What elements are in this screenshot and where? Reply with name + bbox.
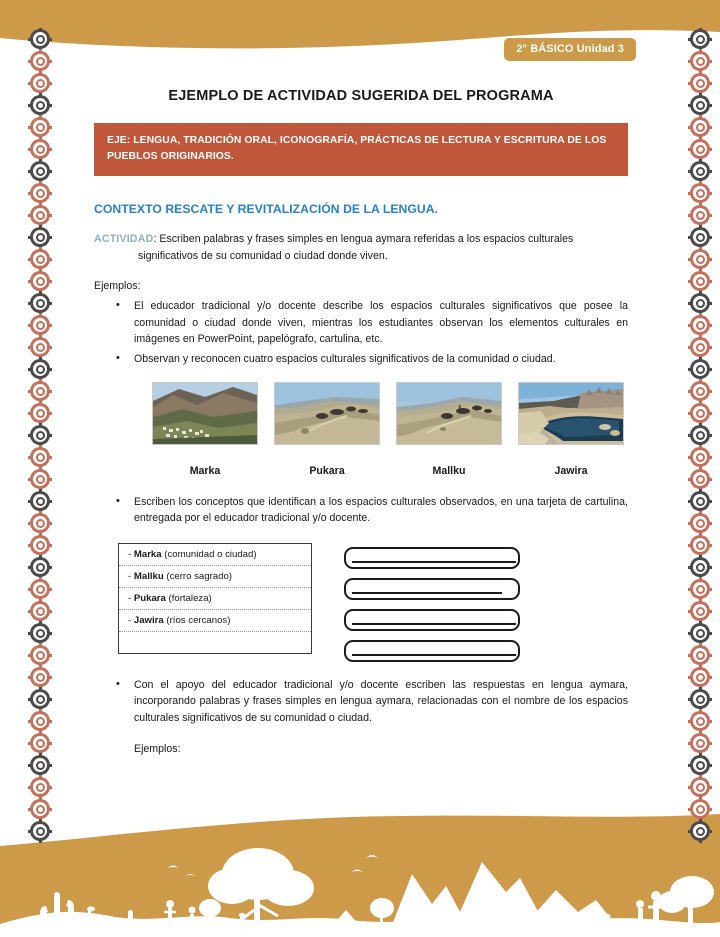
concept-gloss: (ríos cercanos) xyxy=(163,614,231,626)
photo-label: Pukara xyxy=(309,464,345,477)
activity-label: ACTIVIDAD xyxy=(94,233,154,246)
table-row xyxy=(119,609,312,631)
answer-box-1[interactable] xyxy=(344,547,520,569)
photo-cell-marka xyxy=(152,382,258,477)
examples-label: Ejemplos: xyxy=(94,280,141,293)
river-photo xyxy=(518,382,624,445)
border-motif-icon xyxy=(29,754,51,776)
border-motif-icon xyxy=(689,820,711,842)
answer-box-3[interactable] xyxy=(344,609,520,631)
photo-strip xyxy=(94,382,628,477)
table-row xyxy=(119,565,312,587)
concept-term: Pukara xyxy=(133,592,166,604)
activity-line-2: significativos de su comunidad o ciudad donde viven. xyxy=(138,249,388,262)
context-heading: CONTEXTO RESCATE Y REVITALIZACIÓN DE LA LENGUA. xyxy=(94,202,439,217)
answer-boxes-group xyxy=(344,543,520,671)
concept-cell xyxy=(119,565,312,587)
list-item: • Con el apoyo del educador tradicional y/o docente escriben las respuestas en lengua aymara, incorporando palabras y frases simples en lengua aymara, relacionadas con el nombre de los espacios culturales significativos de su comunidad o ciudad. xyxy=(94,677,628,727)
village-on-hillside-photo xyxy=(152,382,258,445)
table-row xyxy=(119,631,312,653)
concept-cell xyxy=(119,543,312,565)
concept-cell xyxy=(119,609,312,631)
activity-description xyxy=(94,231,628,264)
concept-table xyxy=(118,543,312,654)
answer-box-4[interactable] xyxy=(344,640,520,662)
border-motif-icon xyxy=(29,798,51,820)
unit-badge: 2° BÁSICO Unidad 3 xyxy=(504,38,636,61)
list-item: • Escriben los conceptos que identifican a los espacios culturales observados, en una tarjeta de cartulina, entregada por el educador tradicional y/o docente. xyxy=(94,494,628,527)
answer-box-2[interactable] xyxy=(344,578,520,600)
table-row xyxy=(119,543,312,565)
sacred-hill-photo xyxy=(396,382,502,445)
writing-line xyxy=(352,623,516,625)
border-motif-icon xyxy=(689,776,711,798)
activity-separator: : xyxy=(153,233,160,246)
concept-term: Marka xyxy=(133,548,162,560)
concept-cell xyxy=(119,631,312,653)
concept-gloss: (comunidad o ciudad) xyxy=(161,548,257,560)
border-motif-icon xyxy=(29,820,51,842)
writing-line xyxy=(352,592,502,594)
photo-cell-pukara xyxy=(274,382,380,477)
eje-banner: EJE: LENGUA, TRADICIÓN ORAL, ICONOGRAFÍA, PRÁCTICAS DE LECTURA Y ESCRITURA DE LOS PUEBLOS ORIGINARIOS. xyxy=(94,123,628,176)
concept-dash: - xyxy=(128,614,134,626)
concept-dash: - xyxy=(128,548,134,560)
concept-dash: - xyxy=(128,592,134,604)
cards-bullet-list xyxy=(94,494,628,527)
bottom-decorative-band xyxy=(0,812,720,932)
concept-term: Mallku xyxy=(133,570,164,582)
page-title: EJEMPLO DE ACTIVIDAD SUGERIDA DEL PROGRAMA xyxy=(168,88,554,104)
photo-label: Jawira xyxy=(554,464,588,477)
writing-line xyxy=(352,561,516,563)
photo-label: Mallku xyxy=(432,464,466,477)
photo-cell-jawira xyxy=(518,382,624,477)
activity-line-1: Escriben palabras y frases simples en lengua aymara referidas a los espacios culturales xyxy=(159,233,574,246)
table-row xyxy=(119,587,312,609)
writing-line xyxy=(352,654,516,656)
concept-term: Jawira xyxy=(133,614,164,626)
list-item: • Observan y reconocen cuatro espacios culturales significativos de la comunidad o ciudad. xyxy=(94,351,628,368)
photo-label: Marka xyxy=(189,464,221,477)
border-motif-icon xyxy=(689,754,711,776)
list-item: • El educador tradicional y/o docente describe los espacios culturales significativos que posee la comunidad o ciudad donde viven, mientras los estudiantes observan los elementos culturales en imágenes en PowerPoint, papelógrafo, cartulina, etc. xyxy=(94,298,628,348)
photo-cell-mallku xyxy=(396,382,502,477)
final-bullet-list xyxy=(94,677,628,727)
concept-dash: - xyxy=(128,570,134,582)
examples-label-tail: Ejemplos: xyxy=(134,742,181,755)
exercise-area xyxy=(94,543,628,671)
concept-cell xyxy=(119,587,312,609)
fortress-hill-photo xyxy=(274,382,380,445)
examples-bullet-list xyxy=(94,298,628,368)
border-motif-icon xyxy=(689,798,711,820)
concept-gloss: (fortaleza) xyxy=(165,592,212,604)
border-motif-icon xyxy=(29,776,51,798)
concept-gloss: (cerro sagrado) xyxy=(163,570,232,582)
